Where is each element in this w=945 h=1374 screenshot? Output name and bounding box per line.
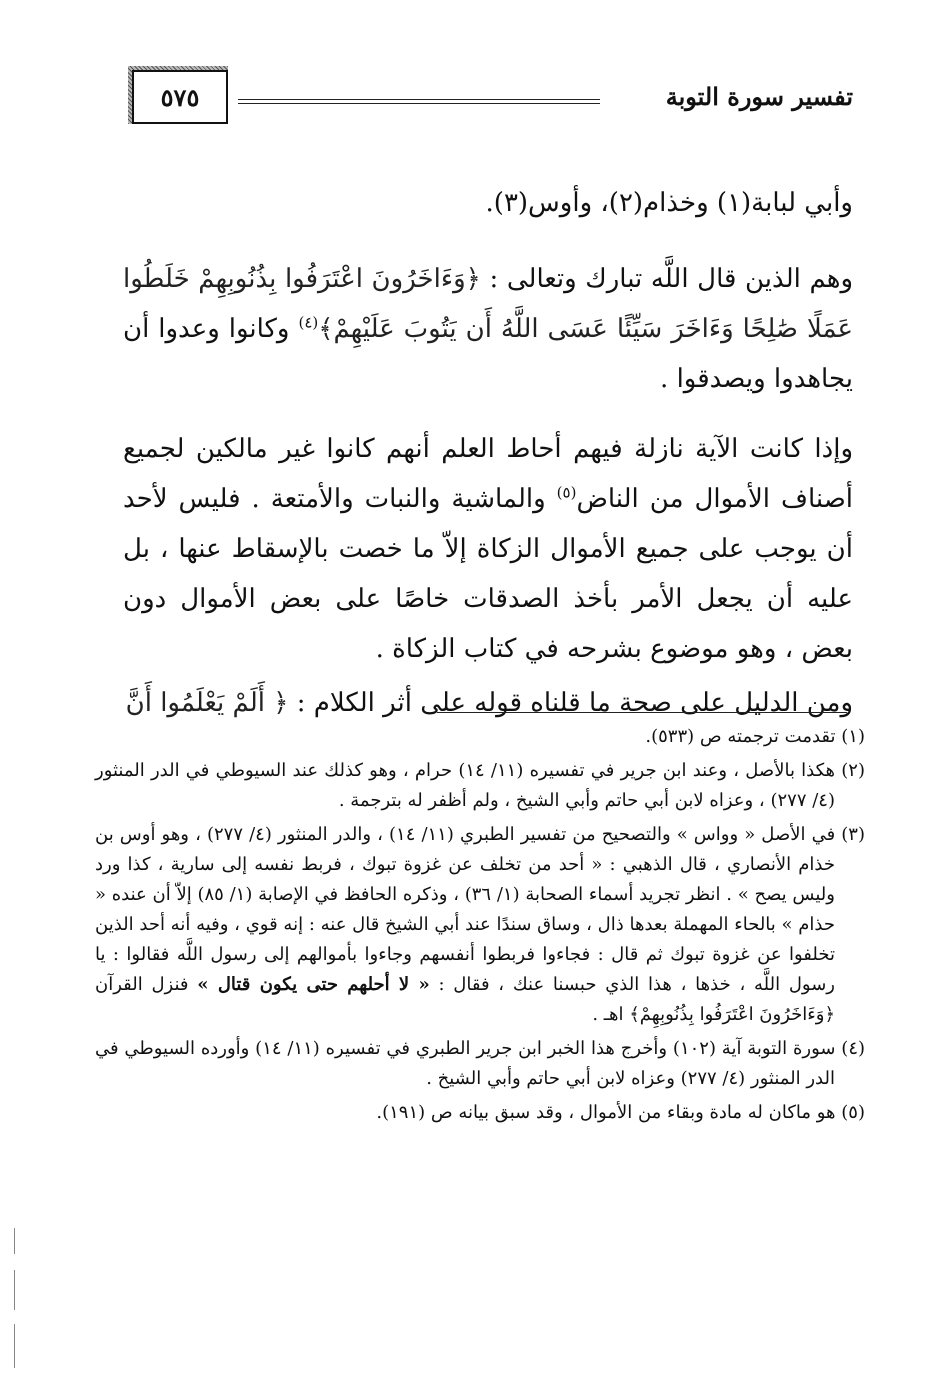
footnote-ref-4: (٤)	[298, 313, 319, 332]
paragraph-2-intro: وهم الذين قال اللَّه تبارك وتعالى :	[489, 264, 854, 294]
footnote-4: (٤) سورة التوبة آية (١٠٢) وأخرج هذا الخبر ابن جرير الطبري في تفسيره (١١/ ١٤) وأورده السيوطي في الدر المنثور (٤/ ٢٧٧) وعزاه لابن أبي حاتم وأبي الشيخ .	[95, 1038, 866, 1089]
paragraph-4-text	[123, 678, 853, 728]
page-number: ٥٧٥	[132, 70, 228, 124]
footnote-2: (٢) هكذا بالأصل ، وعند ابن جرير في تفسيره (١١/ ١٤) حرام ، وهو كذلك عند السيوطي في الدر المنثور (٤/ ٢٧٧) ، وعزاه لابن أبي حاتم وأبي الشيخ ، ولم أظفر له بترجمة .	[95, 760, 865, 811]
footnotes	[95, 722, 865, 1132]
scan-margin-mark	[14, 1324, 15, 1368]
scan-margin-mark	[14, 1228, 15, 1254]
footnote-3	[95, 820, 865, 1030]
paragraph-3	[123, 424, 853, 674]
paragraph-1	[123, 178, 853, 228]
quran-verse: ﴿وَءَاخَرُونَ اعْتَرَفُوا بِذُنُوبِهِمْ خَلَطُوا عَمَلًا صَٰلِحًا وَءَاخَرَ سَيِّئًا عَسَى اللَّهُ أَن يَتُوبَ عَلَيْهِمْ﴾	[123, 264, 854, 344]
paragraph-4	[123, 678, 853, 728]
paragraph-2-outro: وكانوا وعدوا أن يجاهدوا ويصدقوا .	[123, 314, 853, 394]
page-number-box	[128, 66, 232, 128]
paragraph-4-intro: ومن الدليل على صحة ما قلناه قوله على أثر الكلام :	[296, 688, 853, 718]
scan-margin-mark	[14, 1270, 15, 1310]
header-rule	[238, 99, 600, 104]
footnote-1: (١) تقدمت ترجمته ص (٥٣٣).	[645, 726, 865, 747]
footnote-3-part-a: (٣) في الأصل « وواس » والتصحيح من تفسير الطبري (١١/ ١٤) ، والدر المنثور (٤/ ٢٧٧) ، وهو أوس بن خذام الأنصاري ، قال الذهبي : « أحد من تخلف عن غزوة تبوك ، فربط نفسه إلى سارية ، كذا ورد وليس يصح » . انظر تجريد أسماء الصحابة (١/ ٣٦) ، وذكره الحافظ في الإصابة (١/ ٨٥) إلاّ أن عنده « حذام » بالحاء المهملة بعدها ذال ، وساق سندًا عند أبي الشيخ قال عنه : إنه قوي ، وفيه أنه أحد الذين تخلفوا عن غزوة تبوك ثم قال : فجاءوا فربطوا أنفسهم وجاءوا بأموالهم إلى رسول اللَّه فقالوا : يا رسول اللَّه ، خذها ، هذا الذي حبسنا عنك ، فقال :	[95, 824, 865, 995]
footnote-ref-5: (٥)	[556, 483, 577, 502]
quran-verse-start: ﴿ أَلَمْ يَعْلَمُوا أَنَّ	[125, 688, 289, 718]
footnote-3-hadith: « لا أحلهم حتى يكون قتال »	[197, 974, 430, 995]
footnote-3-part-b: فنزل القرآن ﴿وَءَاخَرُونَ اعْتَرَفُوا بِذُنُوبِهِمْ﴾ اهـ .	[95, 974, 835, 1025]
footnote-separator	[437, 712, 847, 713]
footnote-5: (٥) هو ماكان له مادة وبقاء من الأموال ، وقد سبق بيانه ص (١٩١).	[376, 1102, 865, 1123]
paragraph-3-text	[123, 424, 853, 674]
paragraph-3-part-b: والماشية والنبات والأمتعة . فليس لأحد أن يوجب على جميع الأموال الزكاة إلاّ ما خصت بالإسقاط عنها ، بل عليه أن يجعل الأمر بأخذ الصدقات خاصًا على بعض الأموال دون بعض ، وهو موضوع بشرحه في كتاب الزكاة .	[123, 484, 853, 664]
running-title: تفسير سورة التوبة	[665, 82, 853, 111]
paragraph-2-text	[123, 254, 853, 404]
paragraph-2	[123, 254, 853, 404]
paragraph-3-part-a: وإذا كانت الآية نازلة فيهم أحاط العلم أنهم كانوا غير مالكين لجميع أصناف الأموال من الناض	[123, 434, 854, 514]
paragraph-1-text: وأبي لبابة(١) وخذام(٢)، وأوس(٣).	[485, 188, 853, 218]
